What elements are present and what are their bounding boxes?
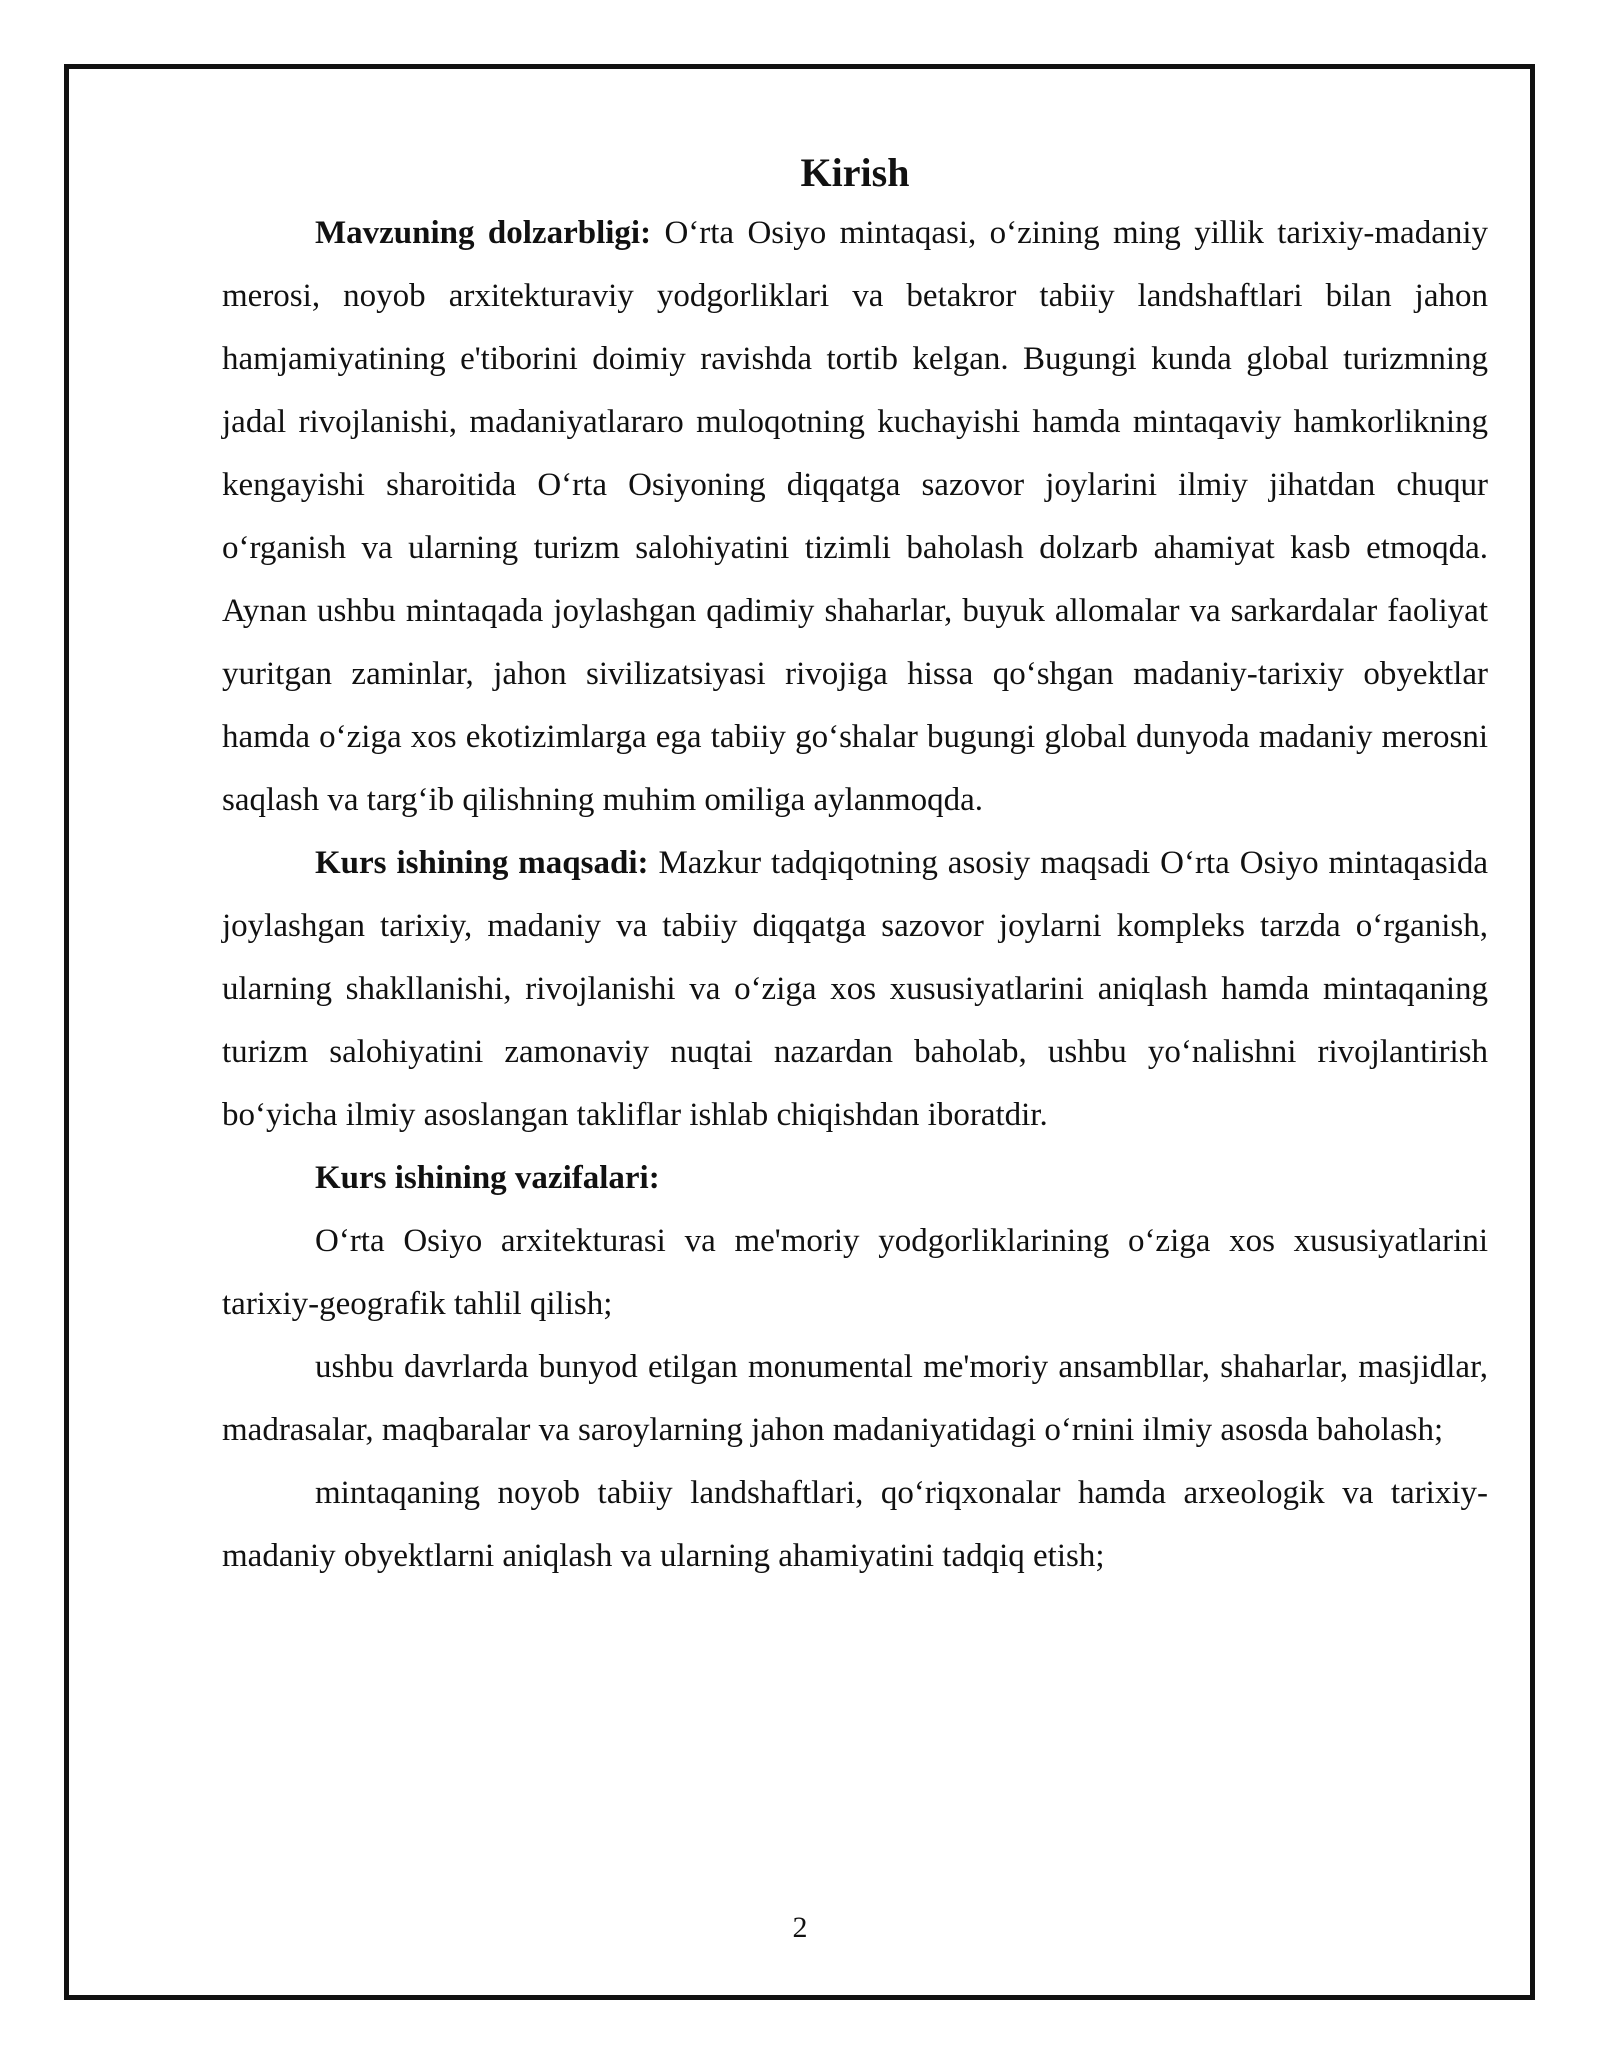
- page-number: 2: [792, 1911, 808, 1944]
- task-item: O‘rta Osiyo arxitekturasi va me'moriy yodgorliklarining o‘ziga xos xususiyatlarini tarixiy-geografik tahlil qilish;: [222, 1223, 1488, 1322]
- relevance-paragraph: [222, 202, 1488, 832]
- relevance-heading: Mavzuning dolzarbligi:: [315, 215, 652, 251]
- relevance-text: O‘rta Osiyo mintaqasi, o‘zining ming yillik tarixiy-madaniy merosi, noyob arxitekturaviy yodgorliklari va betakror tabiiy landshaftlari bilan jahon hamjamiyatining e'tiborini doimiy ravishda tortib kelgan. Bugungi kunda global turizmning jadal rivojlanishi, madaniyatlararo muloqotning kuchayishi hamda mintaqaviy hamkorlikning kengayishi sharoitida O‘rta Osiyoning diqqatga sazovor joylarini ilmiy jihatdan chuqur o‘rganish va ularning turizm salohiyatini tizimli baholash dolzarb ahamiyat kasb etmoqda. Aynan ushbu mintaqada joylashgan qadimiy shaharlar, buyuk allomalar va sarkardalar faoliyat yuritgan zaminlar, jahon sivilizatsiyasi rivojiga hissa qo‘shgan madaniy-tarixiy obyektlar hamda o‘ziga xos ekotizimlarga ega tabiiy go‘shalar bugungi global dunyoda madaniy merosni saqlash va targ‘ib qilishning muhim omiliga aylanmoqda.: [222, 215, 1489, 818]
- tasks-heading-paragraph: [222, 1147, 1488, 1210]
- document-title: Kirish: [800, 150, 910, 195]
- task-item: mintaqaning noyob tabiiy landshaftlari, qo‘riqxonalar hamda arxeologik va tarixiy-madaniy obyektlarni aniqlash va ularning ahamiyatini tadqiq etish;: [222, 1475, 1488, 1574]
- goal-text: Mazkur tadqiqotning asosiy maqsadi O‘rta Osiyo mintaqasida joylashgan tarixiy, madaniy va tabiiy diqqatga sazovor joylarni kompleks tarzda o‘rganish, ularning shakllanishi, rivojlanishi va o‘ziga xos xususiyatlarini aniqlash hamda mintaqaning turizm salohiyatini zamonaviy nuqtai nazardan baholab, ushbu yo‘nalishni rivojlantirish bo‘yicha ilmiy asoslangan takliflar ishlab chiqishdan iboratdir.: [222, 845, 1488, 1133]
- task-item: ushbu davrlarda bunyod etilgan monumental me'moriy ansambllar, shaharlar, masjidlar, madrasalar, maqbaralar va saroylarning jahon madaniyatidagi o‘rnini ilmiy asosda baholash;: [222, 1349, 1488, 1448]
- tasks-heading: Kurs ishining vazifalari:: [315, 1160, 660, 1196]
- goal-heading: Kurs ishining maqsadi:: [315, 845, 649, 881]
- goal-paragraph: [222, 832, 1488, 1147]
- document-body: [222, 148, 1488, 1588]
